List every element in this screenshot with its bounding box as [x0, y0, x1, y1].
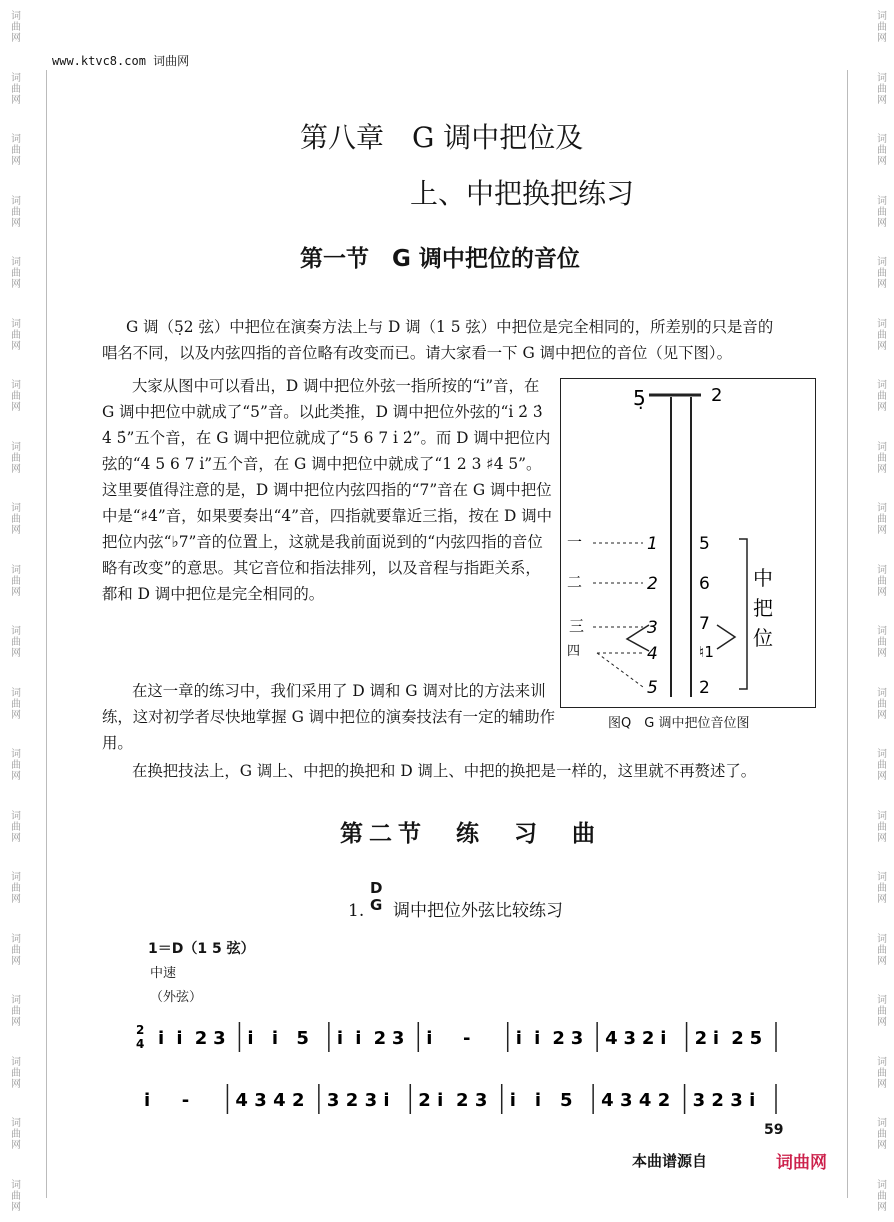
- tempo-marking: 中速: [150, 966, 177, 981]
- score-note: 2: [731, 1028, 744, 1049]
- piece-title-text: 调中把位外弦比较练习: [393, 901, 564, 921]
- score-note: -: [181, 1090, 190, 1111]
- score-note: 3: [730, 1090, 743, 1111]
- watermark-text: 词曲网: [8, 748, 20, 782]
- watermark-text: 词曲网: [874, 379, 886, 413]
- watermark-text: 词曲网: [874, 994, 886, 1028]
- score-note: 3: [213, 1028, 226, 1049]
- paragraph-4: 在换把技法上，G 调上、中把的换把和 D 调上、中把的换把是一样的，这里就不再赘述了。: [132, 762, 757, 780]
- finger-label-1: 一: [567, 533, 583, 551]
- watermark-text: 词曲网: [8, 625, 20, 659]
- bracket-label-3: 位: [753, 626, 773, 650]
- left-note-1: 1: [647, 534, 658, 554]
- score-note: 2: [292, 1090, 305, 1111]
- score-note: 4: [638, 1090, 652, 1111]
- watermark-text: 词曲网: [874, 809, 886, 843]
- watermark-text: 词曲网: [874, 256, 886, 290]
- score-note: 2: [194, 1028, 208, 1049]
- score-note: 5: [749, 1028, 763, 1049]
- figure-caption: 图Q G 调中把位音位图: [608, 716, 750, 731]
- score-note: 4: [601, 1090, 614, 1111]
- score-note: i: [426, 1028, 433, 1049]
- key-signature: 1＝D（1 5 弦）: [148, 941, 255, 957]
- watermark-text: 词曲网: [874, 133, 886, 167]
- score-note: 3: [326, 1090, 340, 1111]
- piece-number: 1.: [348, 901, 365, 921]
- left-angle: [627, 625, 649, 651]
- watermark-text: 词曲网: [8, 809, 20, 843]
- watermark-text: 词曲网: [8, 563, 20, 597]
- string-label: （外弦）: [150, 990, 203, 1005]
- watermark-text: 词曲网: [874, 563, 886, 597]
- watermark-text: 词曲网: [8, 317, 20, 351]
- watermark-text: 词曲网: [8, 686, 20, 720]
- left-note-4: 4: [647, 644, 658, 664]
- watermark-text: 词曲网: [8, 10, 20, 43]
- watermark-left-strip: [0, 0, 28, 1222]
- watermark-text: 词曲网: [874, 1178, 886, 1212]
- top-left-note: 5̣: [633, 386, 646, 410]
- score-note: i: [534, 1028, 541, 1049]
- right-note-5: 2: [699, 678, 710, 698]
- score-note: 2: [711, 1090, 724, 1111]
- right-note-4: ♮1: [699, 643, 714, 661]
- bracket-label-2: 把: [753, 596, 773, 620]
- score-note: i: [144, 1090, 151, 1111]
- score-note: 3: [254, 1090, 267, 1111]
- watermark-text: 词曲网: [8, 379, 20, 413]
- watermark-text: 词曲网: [8, 1055, 20, 1089]
- score-note: 5: [296, 1028, 309, 1049]
- score-note: i: [660, 1028, 667, 1049]
- score-note: 2: [418, 1090, 431, 1111]
- score-note: 5: [560, 1090, 573, 1111]
- score-note: i: [437, 1090, 444, 1111]
- score-note: 4: [605, 1028, 618, 1049]
- source-brand-link[interactable]: 词曲网: [776, 1153, 827, 1173]
- watermark-text: 词曲网: [874, 686, 886, 720]
- paragraph-1-line-1: G 调（5̣2 弦）中把位在演奏方法上与 D 调（1 5 弦）中把位是完全相同的，所差别的只是音的: [126, 318, 774, 336]
- score-note: 3: [620, 1090, 633, 1111]
- source-text: 本曲谱源自: [632, 1152, 708, 1170]
- score-note: i: [176, 1028, 183, 1049]
- dash-5: [597, 653, 643, 687]
- score-row-2: [132, 1074, 782, 1124]
- score-note: i: [515, 1028, 522, 1049]
- watermark-text: 词曲网: [874, 10, 886, 43]
- watermark-text: 词曲网: [8, 1117, 20, 1151]
- chapter-title-line2: 上、中把换把练习: [410, 177, 635, 210]
- finger-label-4: 四: [567, 644, 581, 659]
- paragraph-3: 在这一章的练习中，我们采用了 D 调和 G 调对比的方法来训练，这对初学者尽快地掌握 G 调中把位的演奏技法有一定的辅助作用。: [102, 682, 556, 752]
- finger-label-3: 三: [569, 617, 585, 635]
- section-1-heading: 第一节 G 调中把位的音位: [300, 246, 580, 272]
- key-bottom: G: [370, 896, 383, 914]
- key-fraction: [370, 880, 382, 914]
- score-row-1: [132, 1012, 782, 1062]
- watermark-text: 词曲网: [874, 71, 886, 105]
- watermark-text: 词曲网: [8, 440, 20, 474]
- page-number: 59: [764, 1122, 784, 1138]
- watermark-text: 词曲网: [8, 994, 20, 1028]
- watermark-text: 词曲网: [874, 932, 886, 966]
- watermark-text: 词曲网: [8, 502, 20, 536]
- score-note: i: [355, 1028, 362, 1049]
- left-note-5: 5: [647, 678, 658, 698]
- right-note-1: 5: [699, 534, 710, 554]
- bracket-label-1: 中: [753, 566, 773, 590]
- watermark-text: 词曲网: [8, 256, 20, 290]
- score-note: i: [247, 1028, 254, 1049]
- score-note: 3: [474, 1090, 488, 1111]
- score-note: 3: [364, 1090, 378, 1111]
- right-note-3: 7: [699, 614, 710, 634]
- score-note: i: [383, 1090, 390, 1111]
- score-note: 2: [657, 1090, 671, 1111]
- score-note: -: [463, 1028, 471, 1049]
- score-note: 2: [641, 1028, 655, 1049]
- watermark-text: 词曲网: [874, 748, 886, 782]
- right-note-2: 6: [699, 574, 710, 594]
- score-note: i: [749, 1090, 756, 1111]
- range-bracket: [739, 539, 747, 689]
- score-note: i: [336, 1028, 344, 1049]
- section-2-heading: 第二节 练 习 曲: [340, 821, 601, 847]
- watermark-text: 词曲网: [8, 133, 20, 167]
- score-note: i: [712, 1028, 720, 1049]
- score-note: 4: [235, 1090, 248, 1111]
- score-note: i: [509, 1090, 516, 1111]
- time-sig-top: 2: [136, 1023, 145, 1037]
- chapter-title-line1: 第八章 G 调中把位及: [300, 121, 584, 154]
- watermark-text: 词曲网: [874, 440, 886, 474]
- key-top: D: [370, 879, 383, 897]
- score-note: 3: [692, 1090, 706, 1111]
- watermark-text: 词曲网: [874, 625, 886, 659]
- watermark-text: 词曲网: [8, 932, 20, 966]
- watermark-text: 词曲网: [874, 317, 886, 351]
- watermark-text: 词曲网: [8, 1178, 20, 1212]
- paragraph-1-line-2: 唱名不同，以及内弦四指的音位略有改变而已。请大家看一下 G 调中把位的音位（见下图）。: [102, 344, 733, 362]
- score-note: 2: [456, 1090, 469, 1111]
- top-right-note: 2: [711, 385, 723, 406]
- score-note: i: [534, 1090, 542, 1111]
- score-note: 2: [552, 1028, 565, 1049]
- paragraph-2: 大家从图中可以看出，D 调中把位外弦一指所按的“i̇”音，在 G 调中把位中就成了“5”音。以此类推，D 调中把位外弦的“i̇ 2̇ 3̇ 4̇ 5̇”五个音，在 G 调中把位就成了“5 6 7 i̇ 2̇”。而 D 调中把位内弦的“4 5 6 7 i̇”五个音，在 G 调中把位中就成了“1 2 3 ♯4 5”。这里要值得注意的是，D 调中把位内弦四指的“7”音在 G 调中把位中是“♯4”音，如果要奏出“4”音，四指就要靠近三指，按在 D 调中把位内弦“♭7”音的位置上，这就是我前面说到的“内弦四指的音位略有改变”的意思。其它音位和指法排列，以及音程与指距关系，都和 D 调中把位是完全相同的。: [102, 377, 553, 603]
- right-angle: [717, 625, 735, 649]
- score-note: 3: [623, 1028, 637, 1049]
- finger-label-2: 二: [567, 573, 583, 591]
- watermark-text: 词曲网: [874, 871, 886, 905]
- score-note: 3: [570, 1028, 584, 1049]
- site-url[interactable]: www.ktvc8.com 词曲网: [52, 54, 190, 68]
- watermark-text: 词曲网: [874, 194, 886, 228]
- left-note-3: 3: [647, 618, 658, 638]
- watermark-text: 词曲网: [874, 502, 886, 536]
- score-note: i: [158, 1028, 165, 1049]
- score-note: i: [271, 1028, 279, 1049]
- score-note: 3: [391, 1028, 405, 1049]
- watermark-text: 词曲网: [8, 871, 20, 905]
- score-note: 4: [273, 1090, 286, 1111]
- watermark-text: 词曲网: [874, 1055, 886, 1089]
- score-note: 2: [345, 1090, 359, 1111]
- time-sig-bottom: 4: [136, 1037, 145, 1051]
- watermark-text: 词曲网: [874, 1117, 886, 1151]
- score-note: 2: [373, 1028, 387, 1049]
- watermark-text: 词曲网: [8, 71, 20, 105]
- score-note: 2: [694, 1028, 708, 1049]
- fingering-diagram: [560, 378, 816, 708]
- watermark-text: 词曲网: [8, 194, 20, 228]
- fingering-diagram-svg: [561, 379, 815, 707]
- watermark-right-strip: [866, 0, 894, 1222]
- left-note-2: 2: [647, 574, 658, 594]
